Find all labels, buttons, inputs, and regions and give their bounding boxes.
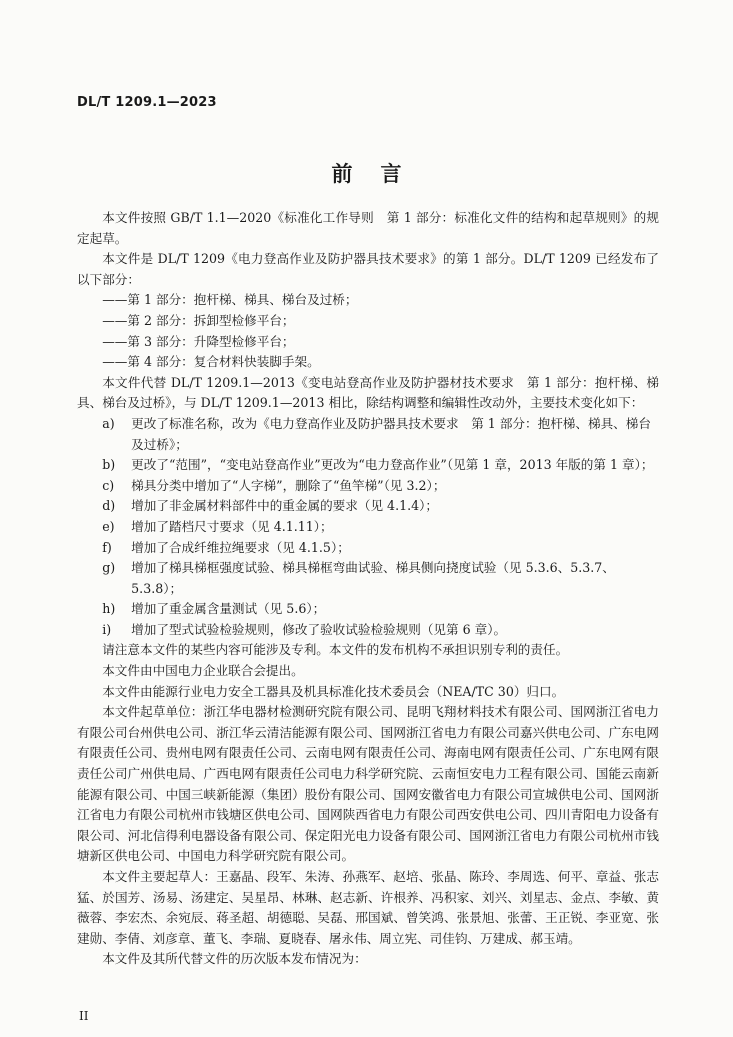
list-item <box>77 620 659 641</box>
paragraph: 本文件由能源行业电力安全工器具及机具标准化技术委员会（NEA/TC 30）归口。 <box>102 683 565 699</box>
list-item: ——第 1 部分：抱杆梯、梯具、梯台及过桥； <box>102 292 358 308</box>
list-item <box>77 599 659 620</box>
list-text: 更改了“范围”，“变电站登高作业”更改为“电力登高作业”（见第 1 章，2013 年版的第 1 章）； <box>131 457 654 473</box>
list-label: a) <box>102 415 115 431</box>
paragraph: 本文件代替 DL/T 1209.1—2013《变电站登高作业及防护器材技术要求 第 1 部分：抱杆梯、梯具、梯台及过桥》，与 DL/T 1209.1—2013 相比，除结构调整和编辑性改动外，主要技术变化如下： <box>77 374 659 411</box>
list-label: g) <box>102 560 116 576</box>
list-item <box>77 496 659 517</box>
list-text: 增加了非金属材料部件中的重金属的要求（见 4.1.4）； <box>131 498 438 514</box>
paragraph: 本文件及其所代替文件的历次版本发布情况为： <box>102 951 367 967</box>
list-item <box>77 517 659 538</box>
list-label: h) <box>102 601 116 617</box>
list-text: 增加了合成纤维拉绳要求（见 4.1.5）； <box>131 539 350 555</box>
list-text: 梯具分类中增加了“人字梯”，删除了“鱼竿梯”（见 3.2）； <box>131 477 446 493</box>
list-label: d) <box>102 498 116 514</box>
paragraph: 本文件起草单位：浙江华电器材检测研究院有限公司、昆明飞翔材料技术有限公司、国网浙江省电力有限公司台州供电公司、浙江华云清洁能源有限公司、国网浙江省电力有限公司嘉兴供电公司、广东电网有限责任公司、贵州电网有限责任公司、云南电网有限责任公司、海南电网有限责任公司、广东电网有限责任公司广州供电局、广西电网有限责任公司电力科学研究院、云南恒安电力工程有限公司、国能云南新能源有限公司、中国三峡新能源（集团）股份有限公司、国网安徽省电力有限公司宣城供电公司、国网浙江省电力有限公司杭州市钱塘区供电公司、国网陕西省电力有限公司西安供电公司、四川青阳电力设备有限公司、河北信得利电器设备有限公司、保定阳光电力设备有限公司、国网浙江省电力有限公司杭州市钱塘新区供电公司、中国电力科学研究院有限公司。 <box>77 704 659 864</box>
document-id: DL/T 1209.1—2023 <box>77 95 217 110</box>
list-label: c) <box>102 477 115 493</box>
paragraph: 本文件主要起草人：王嘉晶、段军、朱涛、孙燕军、赵培、张晶、陈玲、李周选、何平、章益、张志猛、於国芳、汤易、汤建定、吴星昂、林琳、赵志新、许根养、冯积家、刘兴、刘星志、金点、李敏、黄薇蓉、李宏杰、余宛辰、蒋圣超、胡德聪、吴磊、邢国斌、曾笑鸿、张景旭、张蕾、王正锐、李亚宽、张建勋、李倩、刘彦章、董飞、李瑞、夏晓春、屠永伟、周立宪、司佳钧、万建成、郝玉靖。 <box>77 869 659 946</box>
list-text: 增加了型式试验检验规则，修改了验收试验检验规则（见第 6 章）。 <box>131 621 507 637</box>
list-text: 更改了标准名称，改为《电力登高作业及防护器具技术要求 第 1 部分：抱杆梯、梯具、梯台及过桥》； <box>131 415 651 452</box>
paragraph: 请注意本文件的某些内容可能涉及专利。本文件的发布机构不承担识别专利的责任。 <box>102 642 569 658</box>
list-label: f) <box>102 539 112 555</box>
paragraph: 本文件是 DL/T 1209《电力登高作业及防护器具技术要求》的第 1 部分。DL/T 1209 已经发布了以下部分： <box>77 251 659 287</box>
list-item <box>77 558 659 599</box>
list-text: 增加了踏档尺寸要求（见 4.1.11）； <box>131 518 333 534</box>
list-item: ——第 3 部分：升降型检修平台； <box>102 333 295 349</box>
list-label: e) <box>102 518 115 534</box>
list-item: ——第 2 部分：拆卸型检修平台； <box>102 312 295 328</box>
list-item <box>77 476 659 497</box>
page-number: II <box>79 1009 89 1023</box>
list-label: i) <box>102 621 112 637</box>
list-item <box>77 538 659 559</box>
list-item: ——第 4 部分：复合材料快装脚手架。 <box>102 354 320 370</box>
list-item <box>77 414 659 455</box>
paragraph: 本文件由中国电力企业联合会提出。 <box>102 663 304 679</box>
list-text: 增加了梯具梯框强度试验、梯具梯框弯曲试验、梯具侧向挠度试验（见 5.3.6、5.3.7、5.3.8）； <box>131 560 615 596</box>
paragraph: 本文件按照 GB/T 1.1—2020《标准化工作导则 第 1 部分：标准化文件的结构和起草规则》的规定起草。 <box>77 210 659 246</box>
list-item <box>77 455 659 476</box>
page-title: 前言 <box>331 161 430 186</box>
document-body <box>77 208 659 970</box>
list-text: 增加了重金属含量测试（见 5.6）； <box>131 601 326 617</box>
list-label: b) <box>102 457 116 473</box>
